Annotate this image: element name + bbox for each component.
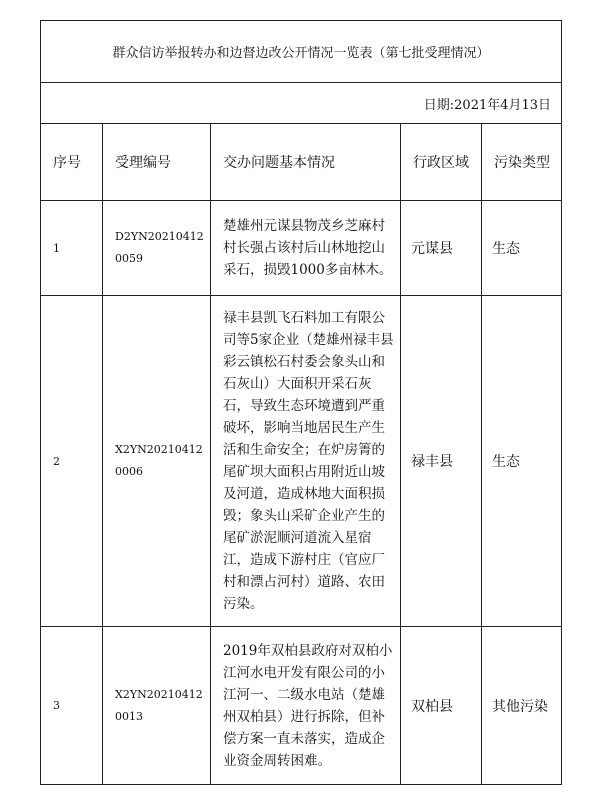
- table-row: [41, 201, 562, 296]
- row-number-line: 0013: [115, 709, 143, 723]
- header-pollution-type: 污染类型: [482, 124, 562, 201]
- header-description: 交办问题基本情况: [211, 124, 401, 201]
- row-number-line: X2YN20210412: [115, 687, 203, 701]
- row-description: 2019年双柏县政府对双柏小江河水电开发有限公司的小江河一、二级水电站（楚雄州双柏县）进行拆除，但补偿方案一直未落实，造成企业资金周转困难。: [211, 627, 401, 785]
- row-pollution-type: 生态: [482, 201, 562, 296]
- table-title: 群众信访举报转办和边督边改公开情况一览表（第七批受理情况）: [41, 21, 562, 83]
- row-description: 楚雄州元谋县物茂乡芝麻村村长强占该村后山林地挖山采石，损毁1000多亩林木。: [211, 201, 401, 296]
- row-number: [103, 627, 211, 785]
- row-seq: 1: [41, 201, 103, 296]
- table-row: [41, 627, 562, 785]
- row-description: 禄丰县凯飞石料加工有限公司等5家企业（楚雄州禄丰县彩云镇松石村委会象头山和石灰山）大面积开采石灰石，导致生态环境遭到严重破坏，影响当地居民生产生活和生命安全；在炉房箐的尾矿坝大面积占用附近山坡及河道，造成林地大面积损毁；象头山采矿企业产生的尾矿淤泥顺河道流入星宿江，造成下游村庄（官应厂村和漂占河村）道路、农田污染。: [211, 296, 401, 627]
- row-region: 禄丰县: [401, 296, 482, 627]
- header-number: 受理编号: [103, 124, 211, 201]
- row-number: [103, 296, 211, 627]
- header-row: [41, 124, 562, 201]
- row-number-line: X2YN20210412: [115, 443, 203, 456]
- date-row: [41, 83, 562, 124]
- row-number: [103, 201, 211, 296]
- row-seq: 2: [41, 296, 103, 627]
- row-pollution-type: 生态: [482, 296, 562, 627]
- title-row: [41, 21, 562, 83]
- row-region: 元谋县: [401, 201, 482, 296]
- row-pollution-type: 其他污染: [482, 627, 562, 785]
- table-date: 日期:2021年4月13日: [41, 83, 562, 124]
- row-number-line: D2YN20210412: [115, 230, 204, 243]
- row-seq: 3: [41, 627, 103, 785]
- row-region: 双柏县: [401, 627, 482, 785]
- header-seq: 序号: [41, 124, 103, 201]
- header-region: 行政区域: [401, 124, 482, 201]
- row-number-line: 0006: [115, 465, 143, 478]
- row-number-line: 0059: [115, 252, 143, 265]
- disclosure-table: [40, 20, 562, 785]
- table-row: [41, 296, 562, 627]
